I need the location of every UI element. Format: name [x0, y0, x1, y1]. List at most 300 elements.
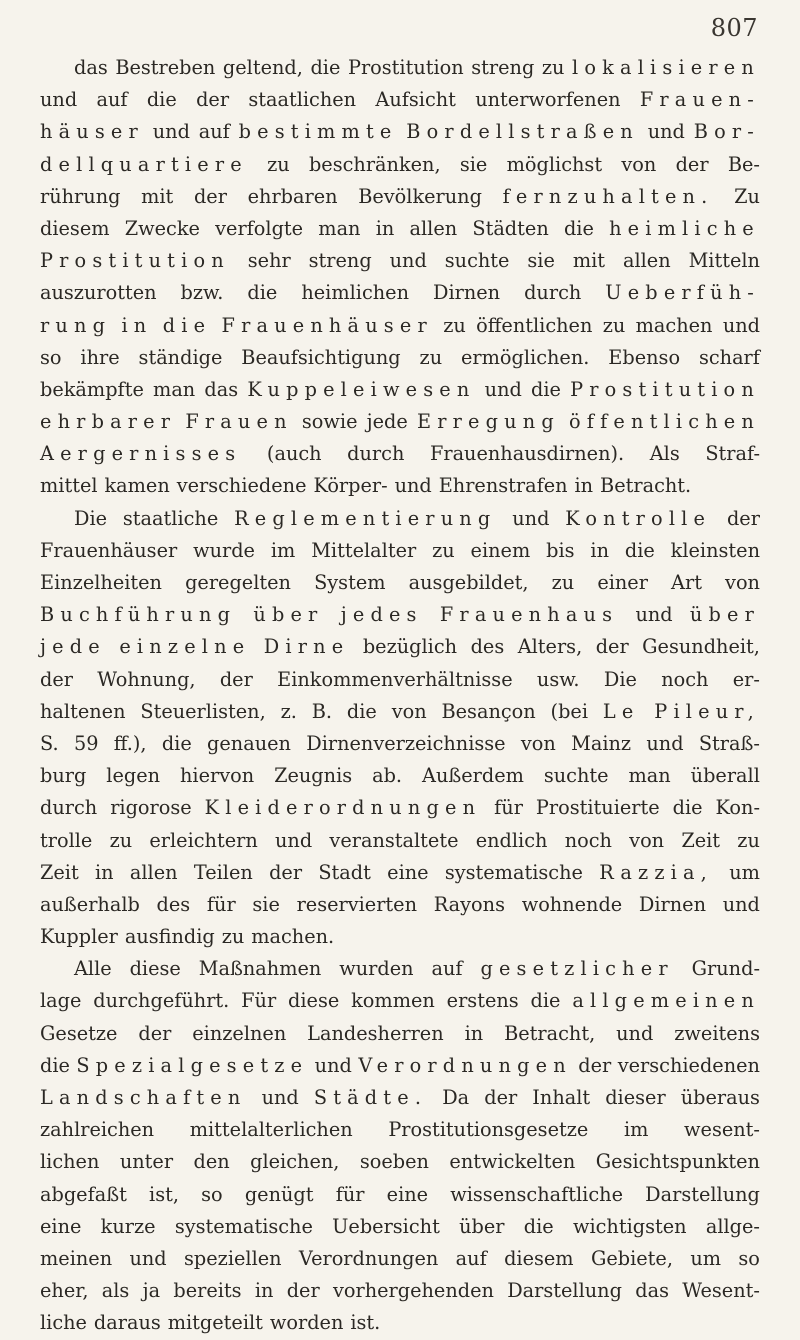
word: erleichtern: [149, 828, 258, 852]
word: für: [335, 1182, 365, 1206]
word: Zeugnis: [274, 764, 353, 788]
spaced-word: Landschaften: [40, 1086, 247, 1109]
text-line: [40, 374, 760, 406]
word: Einkommenverhältnisse: [277, 667, 513, 691]
word: durch: [347, 442, 405, 466]
word: Steuerlisten,: [140, 699, 266, 723]
word: zahlreichen: [40, 1118, 155, 1142]
word: kurze: [100, 1214, 156, 1238]
word: durchgeführt.: [93, 989, 230, 1013]
word: reservierten: [296, 892, 417, 916]
word: so: [201, 1182, 223, 1206]
word: Landesherren: [307, 1021, 444, 1045]
word: Prostitutionsgesetze: [388, 1118, 589, 1142]
word: zweitens: [674, 1021, 760, 1045]
word: Prostitution: [347, 56, 464, 79]
word: in: [95, 860, 114, 884]
word: ja: [142, 1279, 161, 1303]
text-line: [40, 149, 760, 181]
word: und: [275, 828, 313, 852]
word: usw.: [536, 667, 580, 691]
text-line: [40, 438, 760, 470]
word: Als: [649, 442, 680, 466]
word: zu: [602, 313, 626, 337]
spaced-word: Spezialgesetze: [76, 1053, 309, 1077]
text-line: [40, 310, 760, 342]
word: für: [206, 892, 236, 916]
word: dieser: [605, 1086, 666, 1109]
word: des: [470, 635, 505, 659]
text-line: [40, 181, 760, 213]
text-line: [40, 52, 760, 84]
spaced-word: Razzia,: [599, 860, 713, 884]
word: unterworfenen: [475, 88, 621, 112]
word: die: [146, 88, 177, 112]
spaced-word: Prostitution: [40, 249, 230, 273]
word: legen: [106, 764, 161, 788]
word: um: [690, 1246, 722, 1270]
text-line: [40, 921, 760, 953]
word: Dirnen: [433, 281, 501, 305]
word: verschiedenen: [617, 1053, 760, 1077]
spaced-word: Frauenhäuser: [221, 313, 433, 337]
word: bzw.: [180, 281, 224, 305]
spaced-word: lokalisieren: [572, 56, 760, 79]
word: Mainz: [571, 731, 632, 755]
word: gleichen,: [250, 1150, 340, 1174]
word: Die: [603, 667, 637, 691]
word: Gesundheit,: [642, 635, 760, 659]
word: und: [261, 1086, 299, 1109]
text-line: [40, 116, 760, 148]
spaced-word: über: [253, 603, 324, 627]
word: Zu: [734, 184, 760, 208]
word: erstens: [446, 989, 519, 1013]
word: ständige: [138, 345, 223, 369]
paragraph: [40, 52, 760, 503]
word: systematische: [174, 1214, 313, 1238]
word: scharf: [698, 345, 760, 369]
word: sie: [252, 892, 280, 916]
word: wurden: [339, 957, 414, 981]
word: zu: [551, 571, 575, 594]
text-line: [40, 503, 760, 535]
word: Die: [74, 506, 108, 530]
word: über: [459, 1214, 505, 1238]
text-line: [40, 277, 760, 309]
word: in: [254, 1279, 274, 1303]
word: verschiedene: [176, 474, 307, 498]
text-line: [40, 342, 760, 374]
word: Körper-: [313, 474, 388, 498]
word: suchte: [543, 764, 609, 788]
word: man: [318, 216, 361, 240]
word: öffentlichen: [476, 313, 593, 337]
word: Grund-: [691, 957, 760, 981]
word: Städten: [472, 216, 549, 240]
spaced-word: Ueberfüh-: [605, 281, 760, 305]
word: Rayons: [433, 892, 505, 916]
word: ausfindig: [124, 925, 215, 949]
word: der: [675, 152, 709, 176]
word: Wohnung,: [97, 667, 196, 691]
word: die: [346, 699, 377, 723]
spaced-word: über: [689, 603, 760, 627]
word: Bestreben: [115, 56, 216, 79]
word: einzelnen: [192, 1021, 287, 1045]
word: der: [219, 667, 253, 691]
word: und: [722, 892, 760, 916]
word: auf: [96, 88, 128, 112]
word: Uebersicht: [332, 1214, 440, 1238]
spaced-word: Reglementierung: [234, 506, 497, 530]
word: ermöglichen.: [461, 345, 590, 369]
spaced-word: Prostitution: [570, 377, 760, 401]
word: B.: [311, 699, 333, 723]
word: liche: [40, 1311, 87, 1335]
word: der: [269, 860, 303, 884]
spaced-word: die: [162, 313, 212, 337]
word: und: [722, 313, 760, 337]
word: von: [520, 731, 556, 755]
word: und: [389, 249, 427, 273]
word: die: [530, 989, 561, 1013]
word: Kon-: [715, 796, 760, 820]
spaced-word: Le: [602, 699, 640, 723]
word: ehrbaren: [247, 184, 338, 208]
text-line: [40, 792, 760, 824]
word: die: [161, 731, 192, 755]
word: zu: [221, 925, 245, 949]
word: rührung: [40, 184, 121, 208]
word: Verordnungen: [298, 1246, 439, 1270]
word: Betracht,: [504, 1021, 596, 1045]
spaced-word: jedes: [340, 603, 423, 627]
text-line: [40, 1146, 760, 1178]
word: und: [40, 88, 78, 112]
word: soeben: [359, 1150, 429, 1174]
word: mit: [572, 249, 606, 273]
word: zu: [419, 345, 443, 369]
spaced-word: häuser: [40, 120, 144, 144]
text-line: [40, 889, 760, 921]
word: ihre: [80, 345, 120, 369]
spaced-word: Kuppeleiwesen: [247, 377, 476, 401]
word: unter: [119, 1150, 174, 1174]
text-line: [40, 1018, 760, 1050]
word: Straß-: [698, 731, 760, 755]
word: von: [621, 152, 657, 176]
word: Gesichtspunkten: [595, 1150, 760, 1174]
text-line: [40, 857, 760, 889]
word: Be-: [727, 152, 760, 176]
spaced-word: heimliche: [609, 216, 760, 240]
text-line: [40, 1243, 760, 1275]
word: Alters,: [517, 635, 583, 659]
word: diese: [288, 989, 340, 1013]
word: Ehrenstrafen: [438, 474, 568, 498]
word: endlich: [475, 828, 548, 852]
spaced-word: Kleiderordnungen: [204, 796, 482, 820]
word: Alle: [74, 957, 112, 981]
word: Beaufsichtigung: [241, 345, 401, 369]
word: Dirnenverzeichnisse: [306, 731, 506, 755]
word: Aufsicht: [375, 88, 456, 112]
word: Einzelheiten: [40, 571, 162, 594]
spaced-word: in: [121, 313, 153, 337]
word: man: [628, 764, 671, 788]
spaced-word: Verordnungen: [358, 1053, 572, 1077]
word: für: [494, 796, 523, 820]
word: in: [574, 474, 594, 498]
word: diesem: [40, 216, 110, 240]
spaced-word: Frauenhaus: [439, 603, 619, 627]
word: rigorose: [110, 796, 192, 820]
word: zu: [432, 538, 455, 562]
word: und: [512, 506, 550, 530]
word: zu: [737, 828, 760, 852]
word: diese: [129, 957, 181, 981]
word: kamen: [104, 474, 170, 498]
text-line: [40, 567, 760, 599]
word: beschränken,: [308, 152, 441, 176]
word: zu: [443, 313, 466, 337]
paragraph: [40, 503, 760, 954]
word: kommen: [351, 989, 435, 1013]
spaced-word: Kontrolle: [565, 506, 712, 530]
word: der: [286, 1279, 320, 1303]
word: eher,: [40, 1279, 89, 1303]
word: Wesent-: [682, 1279, 760, 1303]
word: in: [464, 1021, 484, 1045]
word: allge-: [705, 1214, 760, 1238]
word: im: [270, 538, 296, 562]
word: kleinsten: [670, 538, 760, 562]
word: in: [590, 538, 609, 562]
word: eine: [386, 1182, 429, 1206]
page-number: 807: [710, 14, 758, 42]
spaced-word: Aergernisses: [40, 442, 242, 466]
word: Zeit: [40, 860, 79, 884]
word: Außerdem: [422, 764, 524, 788]
word: von: [629, 828, 665, 852]
word: so: [40, 345, 62, 369]
word: heimlichen: [301, 281, 409, 305]
text-line: [40, 825, 760, 857]
word: und: [616, 1021, 654, 1045]
word: Frauenhausdirnen).: [429, 442, 625, 466]
word: ist.: [350, 1311, 381, 1335]
text-line: [40, 985, 760, 1017]
word: Ebenso: [608, 345, 681, 369]
word: Gesetze: [40, 1021, 118, 1045]
word: überall: [690, 764, 760, 788]
word: staatliche: [122, 506, 219, 530]
spaced-word: Bordellstraßen: [406, 120, 639, 144]
text-line: [40, 953, 760, 985]
spaced-word: Frauen: [185, 410, 293, 434]
word: Betracht.: [600, 474, 692, 498]
word: und: [484, 377, 522, 401]
word: um: [729, 860, 760, 884]
text-line: [40, 664, 760, 696]
word: und: [647, 120, 685, 144]
word: im: [623, 1118, 649, 1142]
word: meinen: [40, 1246, 113, 1270]
word: lichen: [40, 1150, 100, 1174]
word: trolle: [40, 828, 93, 852]
word: hiervon: [179, 764, 255, 788]
word: lage: [40, 989, 82, 1013]
document-body: [40, 52, 760, 1340]
word: die: [310, 56, 341, 79]
word: mit: [141, 184, 174, 208]
word: vorhergehenden: [332, 1279, 494, 1303]
word: so: [738, 1246, 760, 1270]
word: speziellen: [184, 1246, 282, 1270]
word: Zeit: [681, 828, 721, 852]
word: wohnende: [521, 892, 623, 916]
spaced-word: Städte.: [313, 1086, 428, 1109]
text-line: [40, 1050, 760, 1082]
word: haltenen: [40, 699, 126, 723]
word: in: [375, 216, 395, 240]
word: die: [40, 1053, 70, 1077]
word: die: [531, 377, 561, 401]
word: die: [672, 796, 703, 820]
word: machen.: [251, 925, 335, 949]
word: Maßnahmen: [198, 957, 322, 981]
word: von: [391, 699, 427, 723]
spaced-word: Dirne: [263, 635, 350, 659]
word: Für: [241, 989, 277, 1013]
word: und: [152, 120, 190, 144]
word: einem: [470, 538, 531, 562]
spaced-word: bestimmte: [238, 120, 398, 144]
word: von: [725, 571, 760, 594]
text-line: [40, 1275, 760, 1307]
word: den: [193, 1150, 230, 1174]
word: allen: [129, 860, 178, 884]
word: auf: [455, 1246, 487, 1270]
word: das: [204, 377, 239, 401]
spaced-word: öffentlichen: [569, 410, 760, 434]
word: Straf-: [705, 442, 760, 466]
word: wissenschaftliche: [450, 1182, 623, 1206]
spaced-word: gesetzlicher: [480, 957, 674, 981]
word: und: [394, 474, 432, 498]
word: das: [74, 56, 108, 79]
word: ist,: [149, 1182, 179, 1206]
word: eine: [387, 860, 429, 884]
word: die: [563, 216, 594, 240]
word: Stadt: [318, 860, 371, 884]
word: Dirnen: [638, 892, 707, 916]
word: zu: [267, 152, 290, 176]
text-line: [40, 631, 760, 663]
word: Teilen: [193, 860, 253, 884]
word: geregelten: [185, 571, 291, 594]
text-line: [40, 245, 760, 277]
word: sie: [527, 249, 555, 273]
word: geltend,: [222, 56, 303, 79]
word: allen: [409, 216, 458, 240]
word: der: [196, 88, 230, 112]
word: ff.),: [113, 731, 147, 755]
text-line: [40, 599, 760, 631]
word: z.: [280, 699, 297, 723]
word: streng: [308, 249, 372, 273]
word: Bevölkerung: [358, 184, 482, 208]
word: machen: [635, 313, 713, 337]
word: durch: [524, 281, 582, 305]
word: staatlichen: [248, 88, 357, 112]
word: ab.: [372, 764, 403, 788]
word: sowie: [301, 410, 358, 434]
word: auf: [198, 120, 230, 144]
word: das: [635, 1279, 669, 1303]
text-line: [40, 406, 760, 438]
word: der: [138, 1021, 172, 1045]
word: als: [101, 1279, 130, 1303]
word: Art: [671, 571, 702, 594]
word: zu: [109, 828, 133, 852]
spaced-word: Bor-: [693, 120, 760, 144]
text-line: [40, 1307, 760, 1339]
spaced-word: Erregung: [416, 410, 560, 434]
word: Mittelalter: [311, 538, 417, 562]
word: der: [726, 506, 760, 530]
word: bekämpfte: [40, 377, 144, 401]
word: wurde: [193, 538, 255, 562]
spaced-word: fernzuhalten.: [502, 184, 714, 208]
word: der: [595, 635, 629, 659]
word: Prostituierte: [535, 796, 660, 820]
spaced-word: allgemeinen: [572, 989, 760, 1013]
word: bereits: [173, 1279, 242, 1303]
word: burg: [40, 764, 87, 788]
text-line: [40, 760, 760, 792]
word: sie: [459, 152, 488, 176]
word: mittelalterlichen: [189, 1118, 353, 1142]
word: auszurotten: [40, 281, 157, 305]
word: Kuppler: [40, 925, 118, 949]
text-line: [40, 470, 760, 502]
text-line: [40, 728, 760, 760]
word: genauen: [207, 731, 291, 755]
word: des: [156, 892, 191, 916]
word: veranstaltete: [329, 828, 459, 852]
word: sehr: [247, 249, 291, 273]
word: System: [314, 571, 386, 594]
spaced-word: Frauen-: [639, 88, 760, 112]
word: zu: [541, 56, 565, 79]
word: der: [40, 667, 73, 691]
word: verfolgte: [215, 216, 304, 240]
text-line: [40, 213, 760, 245]
word: der: [484, 1086, 518, 1109]
word: diesem: [504, 1246, 574, 1270]
word: durch: [40, 796, 98, 820]
word: jede: [366, 410, 408, 434]
word: suchte: [444, 249, 510, 273]
word: außerhalb: [40, 892, 140, 916]
word: einer: [597, 571, 648, 594]
word: der: [193, 184, 227, 208]
word: man: [153, 377, 196, 401]
word: und: [635, 603, 673, 627]
word: überaus: [680, 1086, 760, 1109]
